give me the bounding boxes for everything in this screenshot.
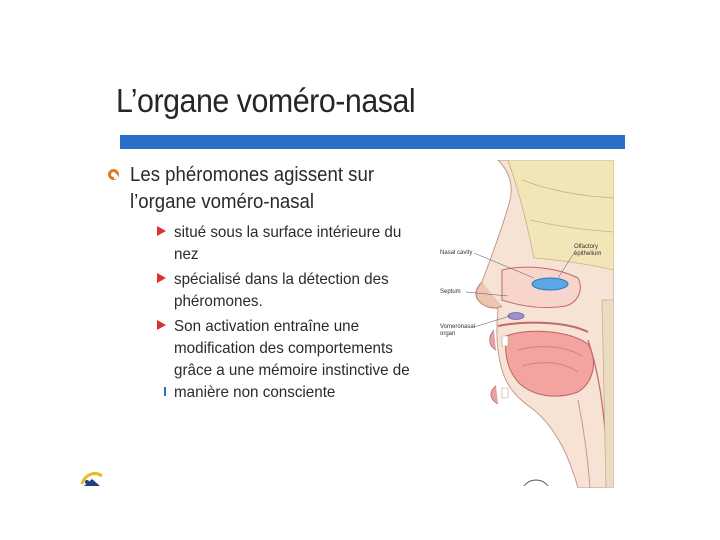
sub-bullet-item	[156, 269, 438, 313]
logo-icon	[80, 470, 106, 488]
bullet-text-line-2: l’organe voméro-nasal	[130, 191, 315, 213]
sub-bullet-text: spécialisé dans la détection des phéromones.	[174, 271, 389, 310]
slide-title: L’organe voméro-nasal	[116, 82, 416, 119]
bullet-list	[108, 162, 438, 407]
text-cursor-mark	[164, 387, 166, 396]
circle-bullet-icon	[108, 169, 119, 180]
sub-bullet-item	[156, 222, 438, 266]
bullet-text	[130, 162, 416, 216]
triangle-bullet-icon	[157, 273, 166, 283]
label-nasal-cavity: Nasal cavity	[440, 250, 473, 256]
triangle-bullet-icon	[157, 226, 166, 236]
bullet-text-line-1: Les phéromones agissent sur	[130, 164, 375, 186]
bullet-item	[108, 162, 438, 404]
sub-bullet-item	[156, 316, 438, 404]
label-septum: Septum	[440, 289, 461, 295]
sub-bullet-text: situé sous la surface intérieure du nez	[174, 224, 402, 263]
title-underline-bar	[120, 135, 625, 149]
sub-bullet-text: Son activation entraîne une modification des comportements grâce a une mémoire instinctive de manière non consciente	[174, 318, 410, 401]
label-olfactory-epithelium: Olfactory epithelium	[574, 244, 602, 257]
triangle-bullet-icon	[157, 320, 166, 330]
nasal-anatomy-figure	[438, 160, 614, 488]
sub-bullet-list	[130, 222, 438, 404]
label-vomeronasal-organ: Vomeronasal organ	[440, 324, 476, 337]
